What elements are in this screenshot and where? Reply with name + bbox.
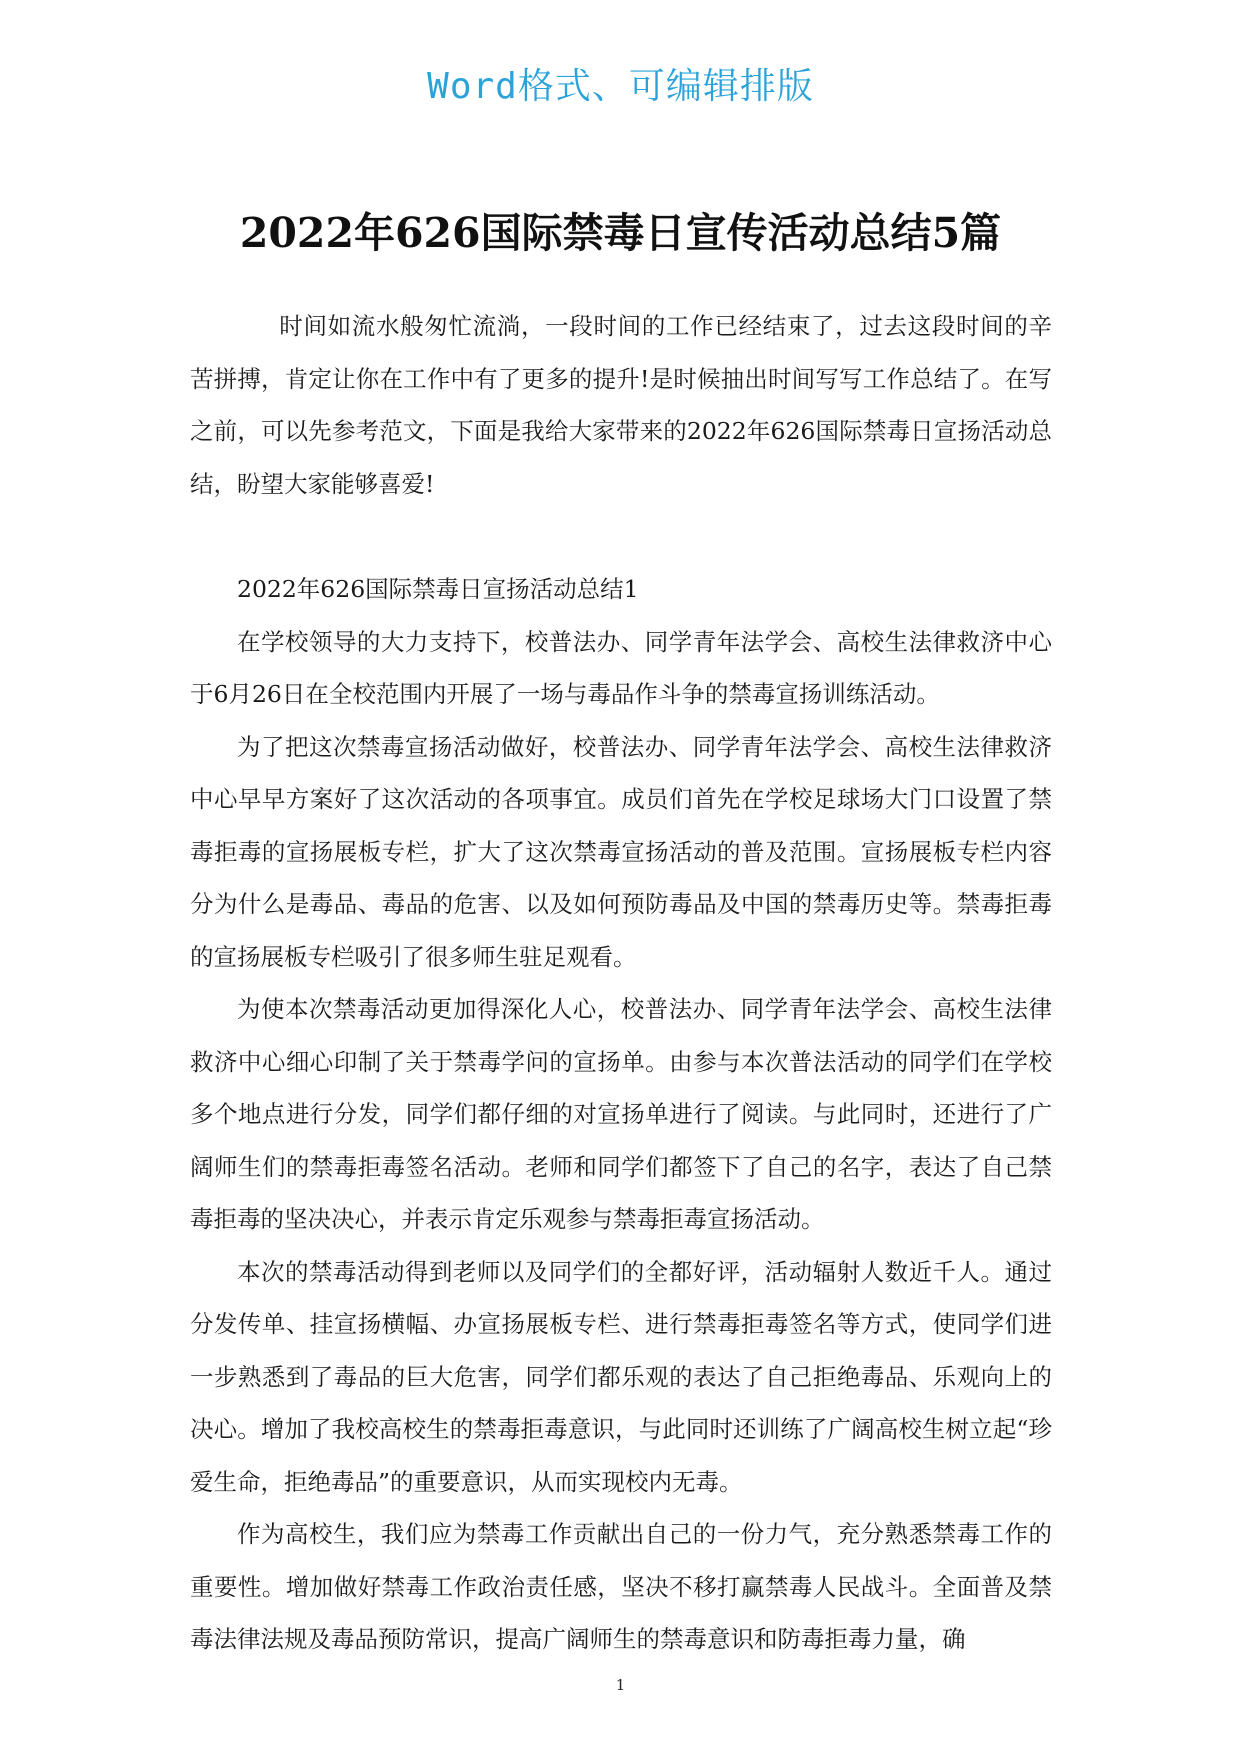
body-paragraph: 为了把这次禁毒宣扬活动做好，校普法办、同学青年法学会、高校生法律救济中心早早方案好了这次活动的各项事宜。成员们首先在学校足球场大门口设置了禁毒拒毒的宣扬展板专栏，扩大了这次禁毒宣扬活动的普及范围。宣扬展板专栏内容分为什么是毒品、毒品的危害、以及如何预防毒品及中国的禁毒历史等。禁毒拒毒的宣扬展板专栏吸引了很多师生驻足观看。 xyxy=(190,732,1052,971)
intro-paragraph: 时间如流水般匆忙流淌，一段时间的工作已经结束了，过去这段时间的辛苦拼搏，肯定让你在工作中有了更多的提升!是时候抽出时间写写工作总结了。在写之前，可以先参考范文，下面是我给大家带来的2022年626国际禁毒日宣扬活动总结，盼望大家能够喜爱! xyxy=(190,312,1052,498)
document-title: 2022年626国际禁毒日宣传活动总结5篇 xyxy=(239,209,1002,257)
body-paragraph: 作为高校生，我们应为禁毒工作贡献出自己的一份力气，充分熟悉禁毒工作的重要性。增加做好禁毒工作政治责任感，坚决不移打赢禁毒人民战斗。全面普及禁毒法律法规及毒品预防常识，提高广阔师生的禁毒意识和防毒拒毒力量，确 xyxy=(190,1520,1052,1653)
document-header-banner: Word格式、可编辑排版 xyxy=(427,66,814,107)
body-paragraph: 本次的禁毒活动得到老师以及同学们的全都好评，活动辐射人数近千人。通过分发传单、挂宣扬横幅、办宣扬展板专栏、进行禁毒拒毒签名等方式，使同学们进一步熟悉到了毒品的巨大危害，同学们都乐观的表达了自己拒绝毒品、乐观向上的决心。增加了我校高校生的禁毒拒毒意识，与此同时还训练了广阔高校生树立起“珍爱生命，拒绝毒品”的重要意识，从而实现校内无毒。 xyxy=(190,1257,1052,1496)
section-heading: 2022年626国际禁毒日宣扬活动总结1 xyxy=(237,575,639,603)
page-number: 1 xyxy=(615,1676,626,1694)
document-body xyxy=(190,300,1052,1666)
body-paragraph: 在学校领导的大力支持下，校普法办、同学青年法学会、高校生法律救济中心于6月26日在全校范围内开展了一场与毒品作斗争的禁毒宣扬训练活动。 xyxy=(190,627,1052,708)
body-paragraph: 为使本次禁毒活动更加得深化人心，校普法办、同学青年法学会、高校生法律救济中心细心印制了关于禁毒学问的宣扬单。由参与本次普法活动的同学们在学校多个地点进行分发，同学们都仔细的对宣扬单进行了阅读。与此同时，还进行了广阔师生们的禁毒拒毒签名活动。老师和同学们都签下了自己的名字，表达了自己禁毒拒毒的坚决决心，并表示肯定乐观参与禁毒拒毒宣扬活动。 xyxy=(190,995,1052,1233)
